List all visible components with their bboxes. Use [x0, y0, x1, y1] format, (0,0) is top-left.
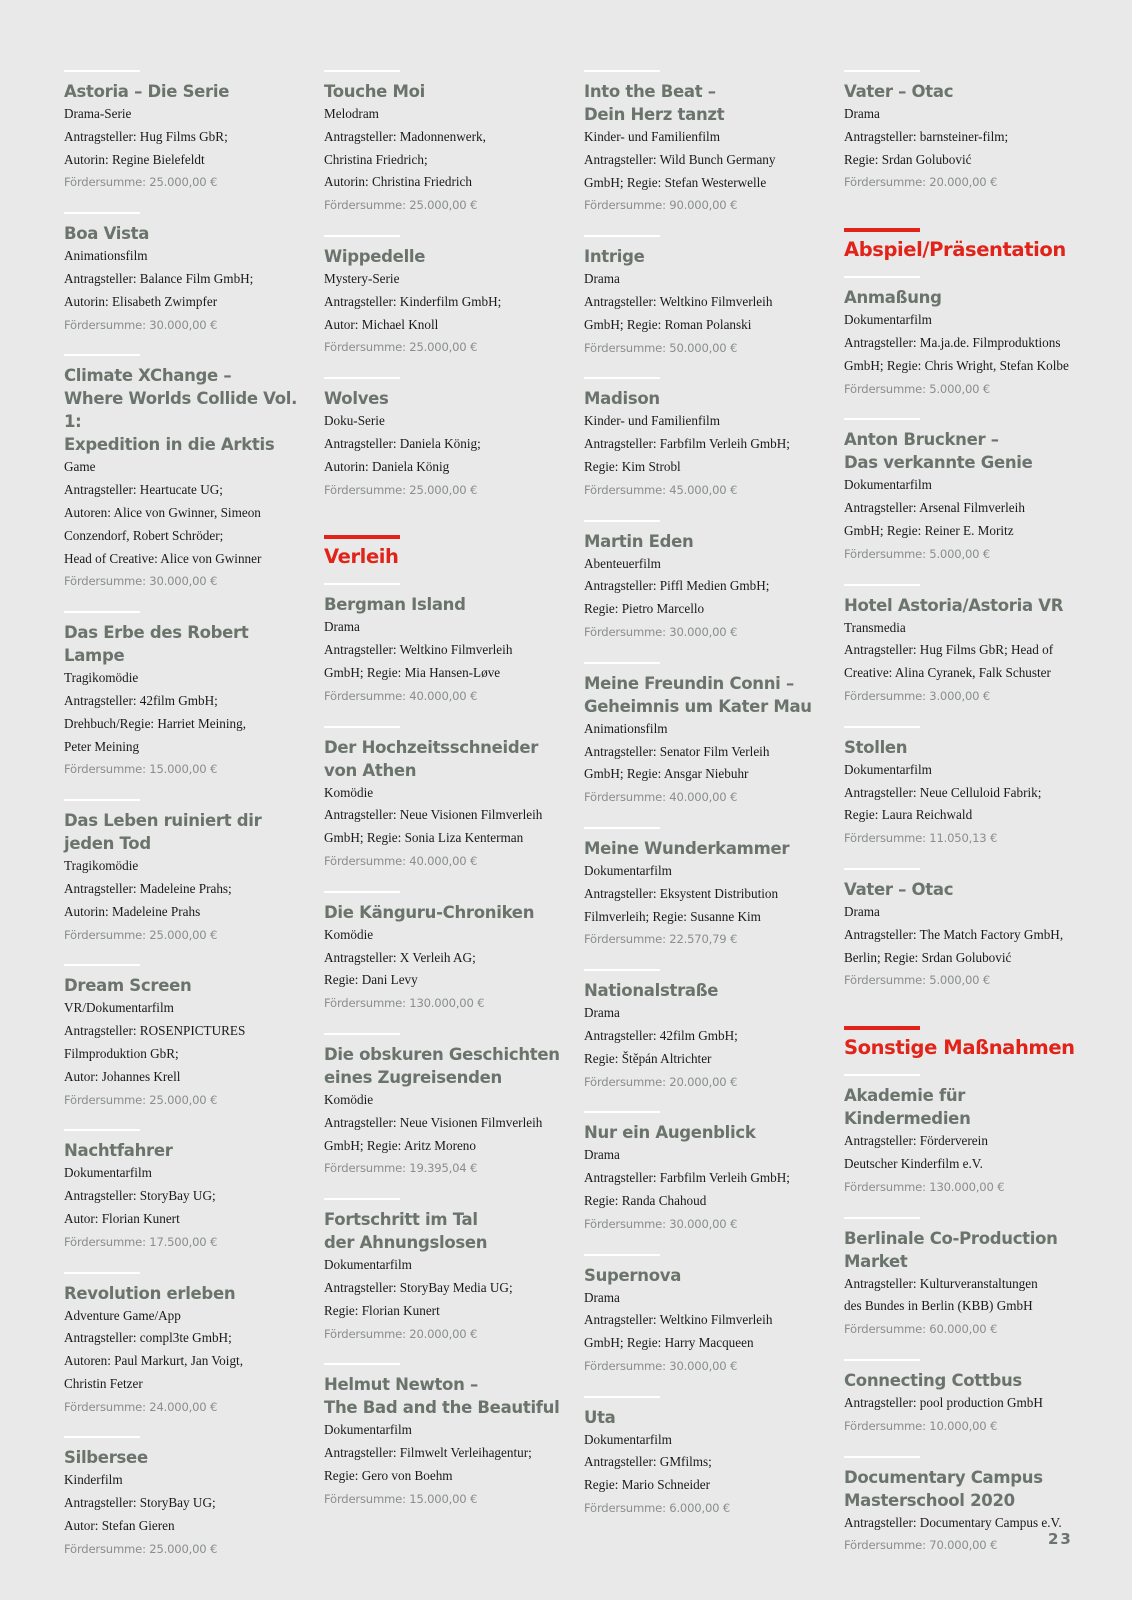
entry-title: Akademie für Kindermedien	[844, 1086, 971, 1129]
entry-amount: Fördersumme: 40.000,00 €	[324, 688, 478, 703]
entry-amount: Fördersumme: 20.000,00 €	[584, 1074, 738, 1089]
entry-title: Berlinale Co-Production	[844, 1228, 1058, 1248]
entry-amount: Fördersumme: 30.000,00 €	[584, 624, 738, 639]
entry-divider	[64, 70, 140, 72]
column-4	[844, 70, 1080, 1575]
entry-detail: Regie: Dani Levy	[324, 972, 418, 988]
entry-title: Martin Eden	[584, 531, 694, 551]
entry-amount: Fördersumme: 22.570,79 €	[584, 932, 738, 947]
funding-entry	[844, 1359, 1080, 1438]
entry-detail: Dokumentarfilm	[324, 1257, 412, 1273]
entry-title: der Ahnungslosen	[324, 1233, 488, 1253]
funding-entry	[324, 726, 560, 873]
entry-detail: Regie: Pietro Marcello	[584, 601, 705, 617]
funding-entry	[64, 1436, 300, 1560]
entry-detail: Doku-Serie	[324, 413, 385, 429]
funding-entry	[64, 212, 300, 336]
entry-divider	[584, 1111, 660, 1113]
entry-detail: Antragsteller: Neue Visionen Filmverleih	[324, 1114, 543, 1130]
entry-title: Nachtfahrer	[64, 1141, 173, 1161]
funding-entry	[844, 70, 1080, 194]
entry-amount: Fördersumme: 20.000,00 €	[844, 175, 998, 190]
entry-detail: Autor: Florian Kunert	[64, 1210, 180, 1226]
entry-divider	[324, 1198, 400, 1200]
entry-detail: Antragsteller: GMfilms;	[584, 1454, 712, 1470]
entry-detail: des Bundes in Berlin (KBB) GmbH	[844, 1298, 1033, 1314]
entry-amount: Fördersumme: 45.000,00 €	[584, 482, 738, 497]
entry-detail: Game	[64, 459, 96, 475]
entry-detail: Regie: Florian Kunert	[324, 1302, 440, 1318]
entry-title: Die obskuren Geschichten	[324, 1044, 560, 1064]
entry-detail: Antragsteller: Wild Bunch Germany	[584, 151, 776, 167]
entry-detail: Antragsteller: Farbfilm Verleih GmbH;	[584, 1170, 790, 1186]
entry-title: Nationalstraße	[584, 981, 719, 1001]
funding-entry	[64, 799, 300, 946]
entry-divider	[64, 1436, 140, 1438]
entry-detail: Dokumentarfilm	[584, 1431, 672, 1447]
entry-divider	[844, 584, 920, 586]
entry-title: Astoria – Die Serie	[64, 82, 230, 101]
funding-entry	[324, 891, 560, 1015]
section-title: Verleih	[324, 545, 399, 569]
entry-divider	[844, 418, 920, 420]
entry-detail: Antragsteller: X Verleih AG;	[324, 949, 476, 965]
entry-title: Das Leben ruiniert dir	[64, 811, 262, 831]
section-heading	[324, 535, 560, 571]
entry-detail: Antragsteller: Weltkino Filmverleih	[324, 642, 513, 658]
column-1	[64, 70, 300, 1579]
entry-amount: Fördersumme: 40.000,00 €	[324, 853, 478, 868]
entry-detail: Dokumentarfilm	[844, 477, 932, 493]
funding-entry	[584, 1396, 820, 1520]
funding-entry	[584, 969, 820, 1093]
entry-title: The Bad and the Beautiful	[324, 1398, 560, 1418]
entry-divider	[584, 70, 660, 72]
entry-detail: Komödie	[324, 926, 374, 942]
entry-detail: Antragsteller: StoryBay Media UG;	[324, 1279, 513, 1295]
entry-detail: Dokumentarfilm	[64, 1165, 152, 1181]
entry-detail: Autorin: Regine Bielefeldt	[64, 151, 205, 167]
entry-divider	[584, 1254, 660, 1256]
entry-amount: Fördersumme: 90.000,00 €	[584, 198, 738, 213]
entry-detail: Abenteuerfilm	[584, 555, 661, 571]
entry-detail: Drama-Serie	[64, 106, 132, 121]
entry-detail: Antragsteller: Neue Visionen Filmverleih	[324, 807, 543, 823]
entry-detail: Drama	[584, 1147, 620, 1163]
entry-divider	[64, 611, 140, 613]
entry-title: Anmaßung	[844, 288, 942, 308]
entry-title: Climate XChange –	[64, 366, 232, 386]
entry-amount: Fördersumme: 30.000,00 €	[584, 1216, 738, 1231]
entry-title: Wolves	[324, 389, 389, 409]
section-rule	[324, 535, 400, 539]
funding-entry	[64, 354, 300, 593]
funding-entry	[324, 235, 560, 359]
funding-entry	[844, 276, 1080, 400]
entry-title: Madison	[584, 389, 660, 409]
funding-entry	[584, 377, 820, 501]
funding-entry	[584, 235, 820, 359]
entry-amount: Fördersumme: 15.000,00 €	[324, 1491, 478, 1506]
entry-detail: GmbH; Regie: Roman Polanski	[584, 316, 752, 332]
funding-entry	[324, 1198, 560, 1345]
entry-divider	[844, 70, 920, 72]
entry-title: Das verkannte Genie	[844, 453, 1033, 473]
funding-entry	[844, 1456, 1080, 1558]
entry-title: Silbersee	[64, 1448, 148, 1468]
funding-entry	[64, 611, 300, 781]
entry-detail: Peter Meining	[64, 738, 140, 754]
funding-entry	[64, 964, 300, 1111]
funding-entry	[844, 1217, 1080, 1341]
entry-detail: GmbH; Regie: Mia Hansen-Løve	[324, 664, 501, 680]
entry-detail: Regie: Laura Reichwald	[844, 807, 973, 823]
entry-divider	[324, 891, 400, 893]
entry-title: Dream Screen	[64, 976, 192, 996]
column-2	[324, 70, 560, 1528]
entry-divider	[64, 212, 140, 214]
entry-divider	[584, 827, 660, 829]
entry-detail: Antragsteller: Förderverein	[844, 1133, 988, 1149]
entry-amount: Fördersumme: 10.000,00 €	[844, 1418, 998, 1433]
entry-detail: Antragsteller: ROSENPICTURES	[64, 1023, 246, 1039]
entry-detail: Creative: Alina Cyranek, Falk Schuster	[844, 665, 1051, 681]
entry-detail: Antragsteller: Kinderfilm GmbH;	[324, 293, 502, 309]
entry-detail: Adventure Game/App	[64, 1307, 181, 1323]
entry-detail: Antragsteller: StoryBay UG;	[64, 1495, 216, 1511]
entry-amount: Fördersumme: 30.000,00 €	[64, 574, 218, 589]
entry-amount: Fördersumme: 25.000,00 €	[64, 927, 218, 942]
entry-detail: Dokumentarfilm	[844, 761, 932, 777]
funding-entry	[324, 377, 560, 501]
column-3	[584, 70, 820, 1538]
entry-detail: Melodram	[324, 106, 379, 121]
entry-detail: Drama	[584, 1005, 620, 1021]
entry-detail: Antragsteller: Weltkino Filmverleih	[584, 293, 773, 309]
entry-detail: GmbH; Regie: Ansgar Niebuhr	[584, 766, 749, 782]
entry-detail: GmbH; Regie: Aritz Moreno	[324, 1137, 476, 1153]
entry-title: Anton Bruckner –	[844, 430, 999, 450]
entry-detail: Kinder- und Familienfilm	[584, 413, 720, 429]
entry-detail: Autoren: Paul Markurt, Jan Voigt,	[64, 1353, 243, 1369]
entry-detail: Autorin: Madeleine Prahs	[64, 903, 201, 919]
funding-entry	[584, 1111, 820, 1235]
entry-amount: Fördersumme: 25.000,00 €	[64, 175, 218, 190]
section-heading	[844, 228, 1080, 264]
funding-entry	[584, 70, 820, 217]
funding-entry	[324, 1363, 560, 1510]
entry-divider	[324, 583, 400, 585]
entry-detail: Autorin: Christina Friedrich	[324, 174, 472, 190]
entry-detail: Regie: Randa Chahoud	[584, 1192, 707, 1208]
entry-amount: Fördersumme: 25.000,00 €	[324, 198, 478, 213]
entry-title: Vater – Otac	[844, 879, 954, 899]
entry-title: Geheimnis um Kater Mau	[584, 696, 812, 716]
entry-divider	[844, 868, 920, 870]
funding-entry	[64, 1272, 300, 1419]
entry-title: Documentary Campus	[844, 1467, 1043, 1487]
entry-title: Intrige	[584, 247, 645, 267]
entry-divider	[844, 1456, 920, 1458]
entry-title: Bergman Island	[324, 595, 466, 615]
entry-amount: Fördersumme: 6.000,00 €	[584, 1501, 730, 1516]
entry-amount: Fördersumme: 130.000,00 €	[844, 1179, 1005, 1194]
entry-detail: Antragsteller: Piffl Medien GmbH;	[584, 578, 770, 594]
entry-title: Die Känguru-Chroniken	[324, 902, 535, 922]
entry-divider	[844, 1217, 920, 1219]
entry-detail: Antragsteller: Weltkino Filmverleih	[584, 1312, 773, 1328]
entry-title: Stollen	[844, 737, 908, 757]
entry-detail: Kinder- und Familienfilm	[584, 129, 720, 144]
entry-detail: Deutscher Kinderfilm e.V.	[844, 1155, 983, 1171]
entry-amount: Fördersumme: 3.000,00 €	[844, 688, 990, 703]
entry-detail: Transmedia	[844, 619, 906, 635]
entry-detail: VR/Dokumentarfilm	[64, 1000, 174, 1016]
entry-amount: Fördersumme: 19.395,04 €	[324, 1161, 478, 1176]
entry-divider	[324, 235, 400, 237]
entry-title: Meine Freundin Conni –	[584, 673, 794, 693]
entry-detail: Komödie	[324, 784, 374, 800]
entry-title: eines Zugreisenden	[324, 1067, 502, 1087]
entry-detail: Drehbuch/Regie: Harriet Meining,	[64, 715, 247, 731]
entry-detail: Christina Friedrich;	[324, 151, 428, 167]
entry-divider	[324, 726, 400, 728]
entry-amount: Fördersumme: 60.000,00 €	[844, 1322, 998, 1337]
entry-divider	[324, 377, 400, 379]
entry-divider	[64, 964, 140, 966]
entry-detail: Autor: Stefan Gieren	[64, 1518, 175, 1534]
entry-title: Connecting Cottbus	[844, 1370, 1022, 1390]
funding-entry	[844, 1074, 1080, 1198]
entry-detail: Antragsteller: barnsteiner-film;	[844, 128, 1009, 144]
entry-detail: Regie: Srdan Golubović	[844, 151, 972, 167]
entry-detail: Autor: Johannes Krell	[64, 1068, 181, 1084]
entry-amount: Fördersumme: 25.000,00 €	[64, 1541, 218, 1556]
entry-amount: Fördersumme: 5.000,00 €	[844, 546, 990, 561]
entry-title: Masterschool 2020	[844, 1490, 1015, 1510]
entry-title: Where Worlds Collide Vol. 1:	[64, 389, 298, 432]
funding-entry	[584, 1254, 820, 1378]
entry-detail: GmbH; Regie: Reiner E. Moritz	[844, 522, 1014, 538]
entry-title: Into the Beat –	[584, 82, 716, 101]
entry-detail: Mystery-Serie	[324, 270, 400, 286]
entry-detail: Tragikomödie	[64, 858, 139, 874]
entry-divider	[324, 70, 400, 72]
entry-detail: Antragsteller: Farbfilm Verleih GmbH;	[584, 436, 790, 452]
entry-detail: GmbH; Regie: Stefan Westerwelle	[584, 174, 767, 190]
entry-amount: Fördersumme: 17.500,00 €	[64, 1234, 218, 1249]
funding-entry	[584, 827, 820, 951]
entry-detail: Antragsteller: Hug Films GbR; Head of	[844, 642, 1054, 658]
entry-detail: Antragsteller: 42film GmbH;	[584, 1027, 738, 1043]
entry-detail: Antragsteller: The Match Factory GmbH,	[844, 926, 1064, 942]
entry-amount: Fördersumme: 130.000,00 €	[324, 996, 485, 1011]
funding-entry	[324, 1033, 560, 1180]
entry-title: von Athen	[324, 760, 417, 780]
entry-detail: Antragsteller: Heartucate UG;	[64, 482, 223, 498]
entry-detail: Antragsteller: 42film GmbH;	[64, 692, 218, 708]
entry-amount: Fördersumme: 25.000,00 €	[324, 340, 478, 355]
entry-title: Fortschritt im Tal	[324, 1210, 478, 1230]
entry-detail: Antragsteller: Daniela König;	[324, 435, 481, 451]
entry-title: Der Hochzeitsschneider	[324, 737, 539, 757]
entry-detail: Antragsteller: Eksystent Distribution	[584, 885, 779, 901]
entry-divider	[64, 354, 140, 356]
entry-detail: Antragsteller: Kulturveranstaltungen	[844, 1275, 1038, 1291]
entry-detail: GmbH; Regie: Chris Wright, Stefan Kolbe	[844, 357, 1069, 373]
entry-detail: Dokumentarfilm	[584, 862, 672, 878]
entry-title: Boa Vista	[64, 224, 150, 244]
entry-title: Supernova	[584, 1265, 682, 1285]
entry-title: jeden Tod	[64, 834, 151, 854]
entry-title: Helmut Newton –	[324, 1375, 478, 1395]
entry-title: Revolution erleben	[64, 1283, 236, 1303]
entry-amount: Fördersumme: 30.000,00 €	[584, 1358, 738, 1373]
entry-detail: Drama	[844, 106, 880, 121]
entry-detail: Regie: Štěpán Altrichter	[584, 1050, 712, 1066]
entry-detail: GmbH; Regie: Sonia Liza Kenterman	[324, 830, 524, 846]
entry-detail: Antragsteller: compl3te GmbH;	[64, 1330, 232, 1346]
entry-divider	[64, 799, 140, 801]
entry-amount: Fördersumme: 15.000,00 €	[64, 762, 218, 777]
entry-amount: Fördersumme: 20.000,00 €	[324, 1326, 478, 1341]
entry-divider	[584, 1396, 660, 1398]
funding-entry	[844, 418, 1080, 565]
entry-detail: Antragsteller: Filmwelt Verleihagentur;	[324, 1445, 532, 1461]
entry-detail: Antragsteller: Balance Film GmbH;	[64, 270, 254, 286]
section-heading	[844, 1026, 1080, 1062]
entry-detail: Autoren: Alice von Gwinner, Simeon	[64, 504, 261, 520]
entry-detail: Tragikomödie	[64, 670, 139, 686]
entry-detail: Conzendorf, Robert Schröder;	[64, 527, 224, 543]
entry-detail: GmbH; Regie: Harry Macqueen	[584, 1335, 754, 1351]
entry-amount: Fördersumme: 5.000,00 €	[844, 973, 990, 988]
funding-entry	[844, 584, 1080, 708]
entry-title: Meine Wunderkammer	[584, 838, 790, 858]
entry-detail: Drama	[844, 903, 880, 919]
entry-divider	[324, 1363, 400, 1365]
section-title: Abspiel/Präsentation	[844, 238, 1066, 262]
entry-detail: Antragsteller: Documentary Campus e.V.	[844, 1514, 1062, 1530]
entry-divider	[584, 235, 660, 237]
entry-detail: Filmverleih; Regie: Susanne Kim	[584, 908, 761, 924]
funding-entry	[584, 520, 820, 644]
entry-title: Dein Herz tanzt	[584, 105, 725, 124]
funding-entry	[844, 868, 1080, 992]
section-title: Sonstige Maßnahmen	[844, 1036, 1075, 1060]
funding-entry	[584, 662, 820, 809]
entry-detail: Drama	[324, 619, 360, 635]
entry-detail: Antragsteller: Neue Celluloid Fabrik;	[844, 784, 1042, 800]
entry-amount: Fördersumme: 30.000,00 €	[64, 317, 218, 332]
entry-divider	[584, 377, 660, 379]
entry-divider	[64, 1129, 140, 1131]
entry-detail: Regie: Kim Strobl	[584, 458, 681, 474]
entry-detail: Filmproduktion GbR;	[64, 1045, 179, 1061]
entry-title: Hotel Astoria/Astoria VR	[844, 595, 1064, 615]
entry-divider	[324, 1033, 400, 1035]
entry-detail: Antragsteller: StoryBay UG;	[64, 1188, 216, 1204]
entry-amount: Fördersumme: 40.000,00 €	[584, 790, 738, 805]
entry-amount: Fördersumme: 25.000,00 €	[324, 482, 478, 497]
entry-title: Vater – Otac	[844, 82, 954, 101]
entry-detail: Antragsteller: Madonnenwerk,	[324, 128, 486, 144]
funding-entry	[64, 70, 300, 194]
entry-detail: Regie: Gero von Boehm	[324, 1467, 453, 1483]
page-number: 23	[1048, 1530, 1073, 1548]
entry-divider	[584, 662, 660, 664]
entry-divider	[844, 276, 920, 278]
entry-detail: Kinderfilm	[64, 1472, 123, 1488]
entry-amount: Fördersumme: 24.000,00 €	[64, 1399, 218, 1414]
entry-detail: Autor: Michael Knoll	[324, 316, 439, 332]
entry-detail: Autorin: Daniela König	[324, 458, 450, 474]
entry-detail: Antragsteller: Hug Films GbR;	[64, 128, 228, 144]
entry-divider	[844, 726, 920, 728]
entry-detail: Animationsfilm	[584, 720, 668, 736]
entry-amount: Fördersumme: 50.000,00 €	[584, 340, 738, 355]
funding-entry	[324, 70, 560, 217]
entry-detail: Dokumentarfilm	[844, 312, 932, 328]
funding-entry	[64, 1129, 300, 1253]
entry-detail: Head of Creative: Alice von Gwinner	[64, 550, 262, 566]
entry-title: Wippedelle	[324, 246, 426, 266]
entry-detail: Berlin; Regie: Srdan Golubović	[844, 949, 1012, 965]
entry-detail: Antragsteller: Madeleine Prahs;	[64, 880, 232, 896]
entry-divider	[584, 969, 660, 971]
entry-title: Touche Moi	[324, 82, 426, 101]
entry-detail: Christin Fetzer	[64, 1375, 143, 1391]
entry-detail: Antragsteller: Arsenal Filmverleih	[844, 500, 1025, 516]
entry-detail: Drama	[584, 271, 620, 287]
entry-divider	[584, 520, 660, 522]
entry-amount: Fördersumme: 70.000,00 €	[844, 1538, 998, 1553]
entry-title: Uta	[584, 1407, 616, 1427]
entry-detail: Dokumentarfilm	[324, 1422, 412, 1438]
entry-amount: Fördersumme: 5.000,00 €	[844, 381, 990, 396]
entry-title: Das Erbe des Robert Lampe	[64, 623, 249, 666]
entry-title: Market	[844, 1251, 908, 1271]
entry-title: Expedition in die Arktis	[64, 435, 275, 455]
entry-detail: Antragsteller: Ma.ja.de. Filmproduktions	[844, 334, 1061, 350]
entry-detail: Komödie	[324, 1091, 374, 1107]
section-rule	[844, 228, 920, 232]
entry-divider	[844, 1359, 920, 1361]
entry-divider	[844, 1074, 920, 1076]
funding-entry	[844, 726, 1080, 850]
entry-divider	[64, 1272, 140, 1274]
entry-title: Nur ein Augenblick	[584, 1123, 756, 1143]
entry-detail: Antragsteller: pool production GmbH	[844, 1394, 1043, 1410]
entry-detail: Regie: Mario Schneider	[584, 1477, 710, 1493]
section-rule	[844, 1026, 920, 1030]
entry-amount: Fördersumme: 25.000,00 €	[64, 1092, 218, 1107]
entry-detail: Animationsfilm	[64, 248, 148, 264]
entry-detail: Autorin: Elisabeth Zwimpfer	[64, 293, 218, 309]
funding-entry	[324, 583, 560, 707]
entry-amount: Fördersumme: 11.050,13 €	[844, 831, 998, 846]
entry-detail: Drama	[584, 1289, 620, 1305]
entry-detail: Antragsteller: Senator Film Verleih	[584, 743, 770, 759]
